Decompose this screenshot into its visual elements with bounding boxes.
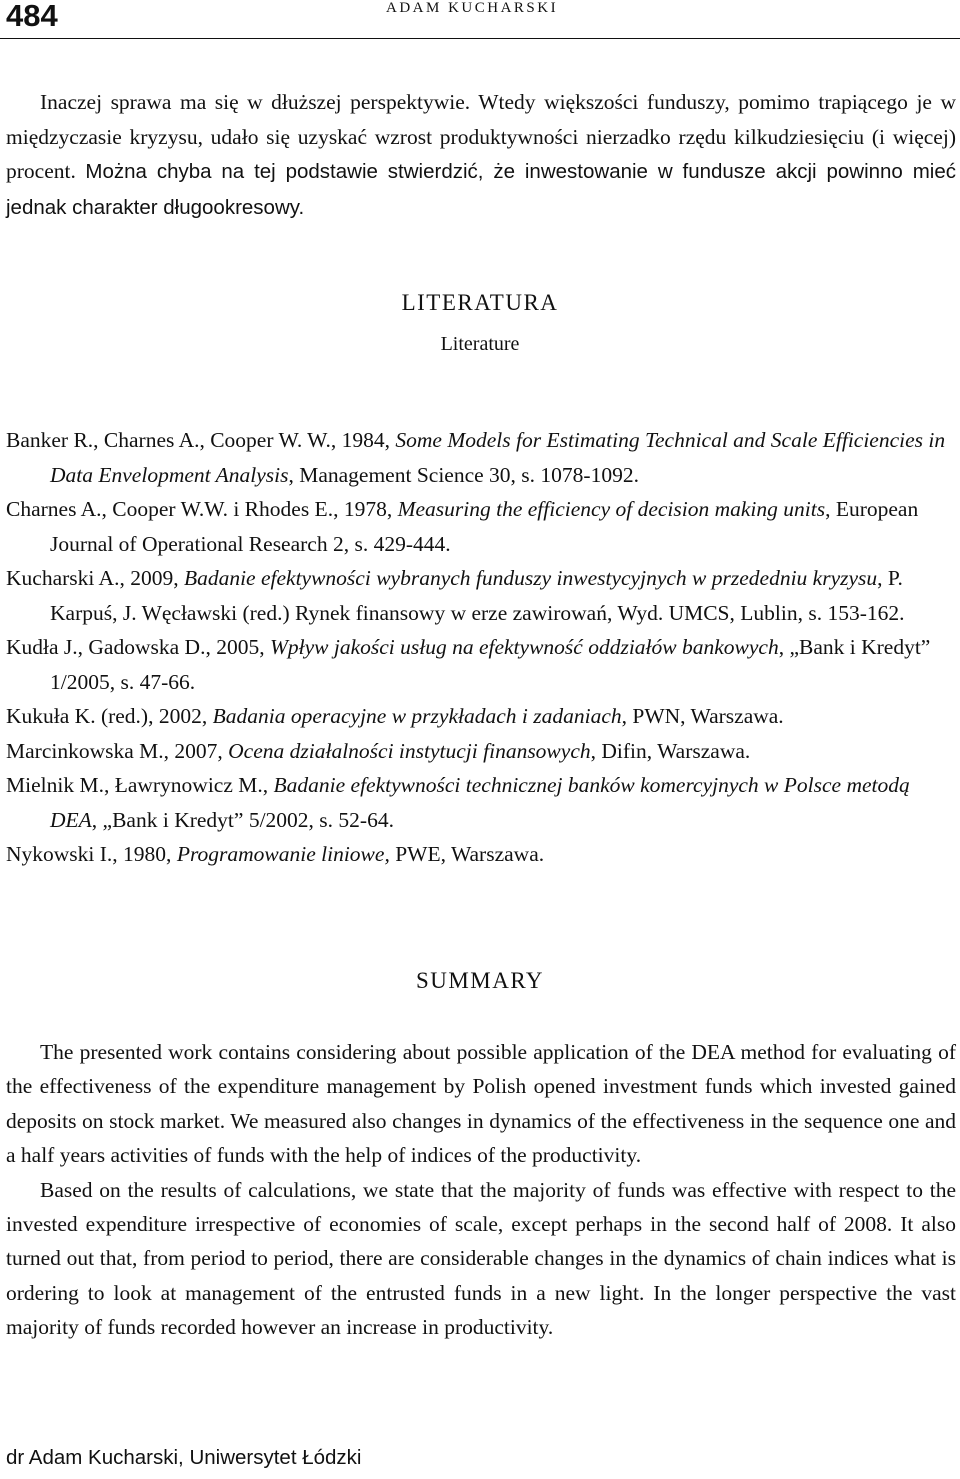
summary-title: SUMMARY <box>415 968 545 993</box>
header-rule <box>0 38 960 39</box>
summary-paragraphs <box>6 1035 956 1345</box>
intro-text-2: Można chyba na tej podstawie stwierdzić, że inwestowanie w fundusze akcji powinno mieć jednak charakter długookresowy. <box>6 160 956 219</box>
reference-list <box>6 423 956 872</box>
intro-paragraph <box>6 85 956 225</box>
literature-subtitle: Literature <box>440 333 520 355</box>
reference-item: Nykowski I., 1980, Programowanie liniowe, PWE, Warszawa. <box>6 842 545 866</box>
summary-paragraph-2: Based on the results of calculations, we state that the majority of funds was effective with respect to the invested expenditure irrespective of economies of scale, except perhaps in the second half of 2008. It also turned out that, from period to period, there are considerable changes in the dynamics of chain indices what is ordering to look at management of the entrusted funds in a new light. In the longer perspective the vast majority of funds recorded however an increase in productivity. <box>6 1177 956 1340</box>
literature-title: LITERATURA <box>401 290 559 315</box>
author-affiliation: dr Adam Kucharski, Uniwersytet Łódzki <box>6 1446 362 1469</box>
page-header <box>0 0 960 44</box>
summary-paragraph-1: The presented work contains considering about possible application of the DEA method for evaluating of the effectiveness of the expenditure management by Polish opened investment funds which invested gained deposits on stock market. We measured also changes in dynamics of the effectiveness in the sequence one and a half years activities of funds with the help of indices of the productivity. <box>6 1040 956 1168</box>
reference-item: Banker R., Charnes A., Cooper W. W., 1984, Some Models for Estimating Technical and Scale Efficiencies in Data Envelopment Analysis, Management Science 30, s. 1078-1092. <box>6 428 946 487</box>
intro-text-1: Inaczej sprawa ma się w dłuższej perspektywie. Wtedy większości funduszy, pomimo trapiącego je w międzyczasie kryzysu, udało się uzyskać wzrost produktywności nierzadko rzędu kilkudziesięciu (i więcej) procent. <box>6 90 956 184</box>
reference-item: Marcinkowska M., 2007, Ocena działalności instytucji finansowych, Difin, Warszawa. <box>6 738 751 763</box>
reference-item: Charnes A., Cooper W.W. i Rhodes E., 1978, Measuring the efficiency of decision making units, European Journal of Operational Research 2, s. 429-444. <box>6 497 919 556</box>
reference-item: Kucharski A., 2009, Badanie efektywności wybranych funduszy inwestycyjnych w przededniu kryzysu, P. Karpuś, J. Węcławski (red.) Rynek finansowy w erze zawirowań, Wyd. UMCS, Lublin, s. 153-162. <box>6 566 905 625</box>
page-number: 484 <box>6 0 58 33</box>
reference-item: Kudła J., Gadowska D., 2005, Wpływ jakości usług na efektywność oddziałów bankowych, „Bank i Kredyt” 1/2005, s. 47-66. <box>6 635 931 694</box>
reference-item: Kukuła K. (red.), 2002, Badania operacyjne w przykładach i zadaniach, PWN, Warszawa. <box>6 704 784 728</box>
running-head: ADAM KUCHARSKI <box>386 0 559 16</box>
reference-item: Mielnik M., Ławrynowicz M., Badanie efektywności technicznej banków komercyjnych w Polsce metodą DEA, „Bank i Kredyt” 5/2002, s. 52-64. <box>6 773 910 832</box>
